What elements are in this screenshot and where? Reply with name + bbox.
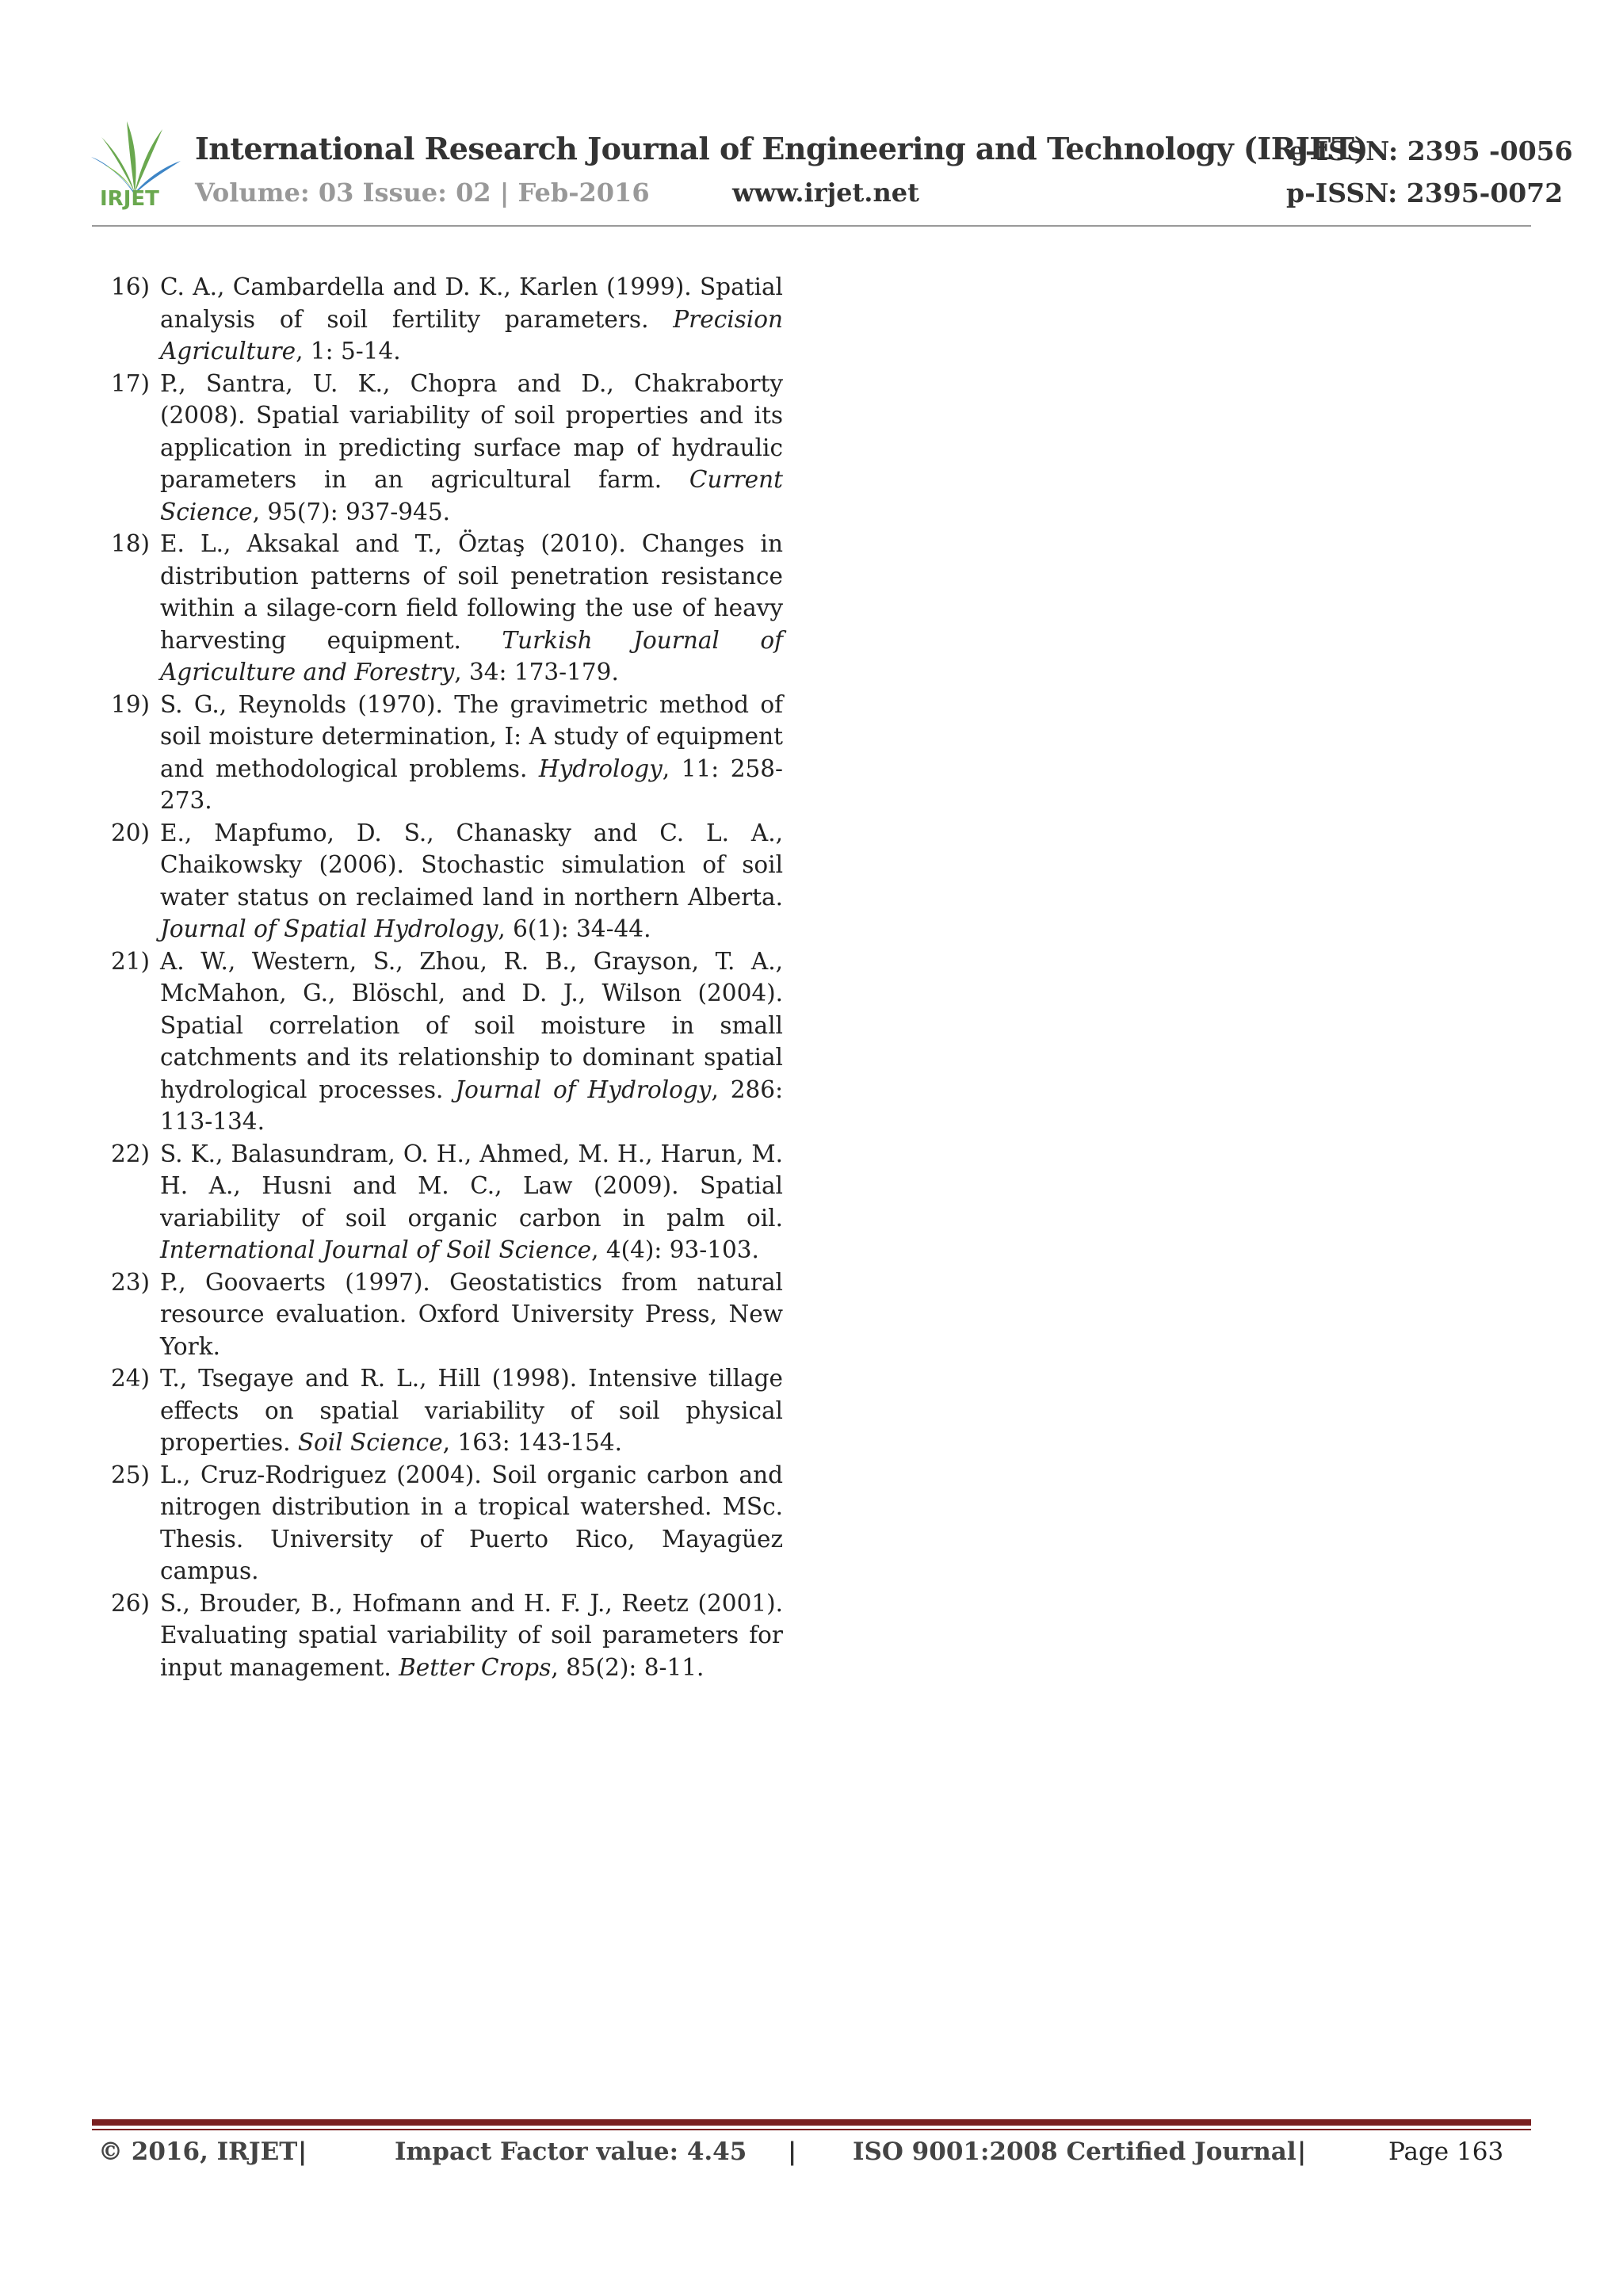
irjet-logo (87, 117, 182, 212)
reference-number: 17) (111, 369, 151, 397)
reference-number: 19) (111, 690, 151, 718)
reference-text: A. W., Western, S., Zhou, R. B., Grayson, T. A., McMahon, G., Blöschl, and D. J., Wilson (2004). Spatial correlation of soil moisture in small catchments and its relationship to dominant spatial hydrological processes. Journal of Hydrology, 286: 113-134. (160, 947, 784, 1135)
footer-separator: | (1297, 2137, 1307, 2166)
reference-text: S., Brouder, B., Hofmann and H. F. J., Reetz (2001). Evaluating spatial variability of soil parameters for input management. Better Crops, 85(2): 8-11. (160, 1589, 783, 1681)
footer-divider-thick (92, 2119, 1531, 2126)
footer-page-number: Page 163 (1388, 2137, 1504, 2166)
footer-impact-factor: Impact Factor value: 4.45 (395, 2137, 747, 2166)
reference-item (111, 817, 783, 946)
journal-title: International Research Journal of Engineering and Technology (IRJET) (195, 131, 1368, 166)
journal-name: Current Science (160, 466, 783, 525)
reference-text: S. K., Balasundram, O. H., Ahmed, M. H., Harun, M. H. A., Husni and M. C., Law (2009). Spatial variability of soil organic carbon in palm oil. International Journal of Soil Science, 4(4): 93-103. (160, 1140, 783, 1263)
leaf-logo-icon (87, 117, 182, 197)
reference-item (111, 1459, 783, 1587)
reference-text: S. G., Reynolds (1970). The gravimetric method of soil moisture determination, I: A study of equipment and methodological problems. Hydrology, 11: 258-273. (160, 690, 783, 814)
reference-number: 23) (111, 1268, 151, 1296)
reference-item (111, 1266, 783, 1363)
reference-number: 26) (111, 1589, 151, 1617)
footer-separator: | (788, 2137, 797, 2166)
footer-divider-thin (92, 2129, 1531, 2130)
reference-text: C. A., Cambardella and D. K., Karlen (1999). Spatial analysis of soil fertility parameters. Precision Agriculture, 1: 5-14. (160, 273, 783, 365)
reference-item (111, 1138, 783, 1266)
reference-number: 24) (111, 1365, 151, 1392)
reference-text: P., Santra, U. K., Chopra and D., Chakraborty (2008). Spatial variability of soil properties and its application in predicting surface map of hydraulic parameters in an agricultural farm. Current Science, 95(7): 937-945. (160, 369, 783, 525)
reference-number: 20) (111, 819, 151, 846)
reference-item (111, 689, 783, 817)
reference-number: 25) (111, 1461, 151, 1488)
volume-issue: Volume: 03 Issue: 02 | Feb-2016 (195, 178, 650, 208)
footer-separator: | (298, 2137, 307, 2166)
reference-number: 18) (111, 530, 151, 557)
footer-copyright: © 2016, IRJET (98, 2137, 298, 2166)
journal-website[interactable]: www.irjet.net (732, 178, 919, 208)
e-issn: e-ISSN: 2395 -0056 (1289, 136, 1573, 166)
reference-item (111, 528, 783, 689)
reference-text: E., Mapfumo, D. S., Chanasky and C. L. A., Chaikowsky (2006). Stochastic simulation of soil water status on reclaimed land in northern Alberta. Journal of Spatial Hydrology, 6(1): 34-44. (160, 819, 783, 942)
reference-text: L., Cruz-Rodriguez (2004). Soil organic carbon and nitrogen distribution in a tropical watershed. MSc. Thesis. University of Puerto Rico, Mayagüez campus. (160, 1461, 783, 1584)
p-issn: p-ISSN: 2395-0072 (1286, 178, 1564, 208)
logo-text: IRJET (100, 187, 159, 211)
reference-number: 21) (111, 947, 151, 975)
journal-name: International Journal of Soil Science (160, 1236, 592, 1263)
reference-list (111, 271, 783, 1683)
journal-name: Precision Agriculture (160, 305, 783, 365)
page-header (0, 0, 1623, 238)
reference-item (111, 368, 783, 529)
reference-number: 22) (111, 1140, 151, 1167)
journal-name: Soil Science (297, 1429, 443, 1456)
reference-item (111, 1587, 783, 1684)
reference-text: P., Goovaerts (1997). Geostatistics from natural resource evaluation. Oxford University Press, New York. (160, 1268, 783, 1360)
journal-name: Turkish Journal of Agriculture and Forestry (160, 626, 784, 686)
footer-iso: ISO 9001:2008 Certified Journal (853, 2137, 1296, 2166)
reference-item (111, 1362, 783, 1459)
reference-text: E. L., Aksakal and T., Öztaş (2010). Changes in distribution patterns of soil penetration resistance within a silage-corn field following the use of heavy harvesting equipment. Turkish Journal of Agriculture and Forestry, 34: 173-179. (160, 530, 784, 686)
reference-item (111, 946, 783, 1138)
journal-name: Journal of Hydrology (455, 1075, 712, 1103)
journal-name: Better Crops (399, 1653, 552, 1681)
journal-name: Journal of Spatial Hydrology (160, 915, 498, 942)
reference-number: 16) (111, 273, 151, 300)
journal-name: Hydrology (538, 755, 663, 782)
reference-text: T., Tsegaye and R. L., Hill (1998). Intensive tillage effects on spatial variability of soil physical properties. Soil Science, 163: 143-154. (160, 1365, 783, 1456)
header-divider (92, 225, 1531, 227)
reference-item (111, 271, 783, 368)
